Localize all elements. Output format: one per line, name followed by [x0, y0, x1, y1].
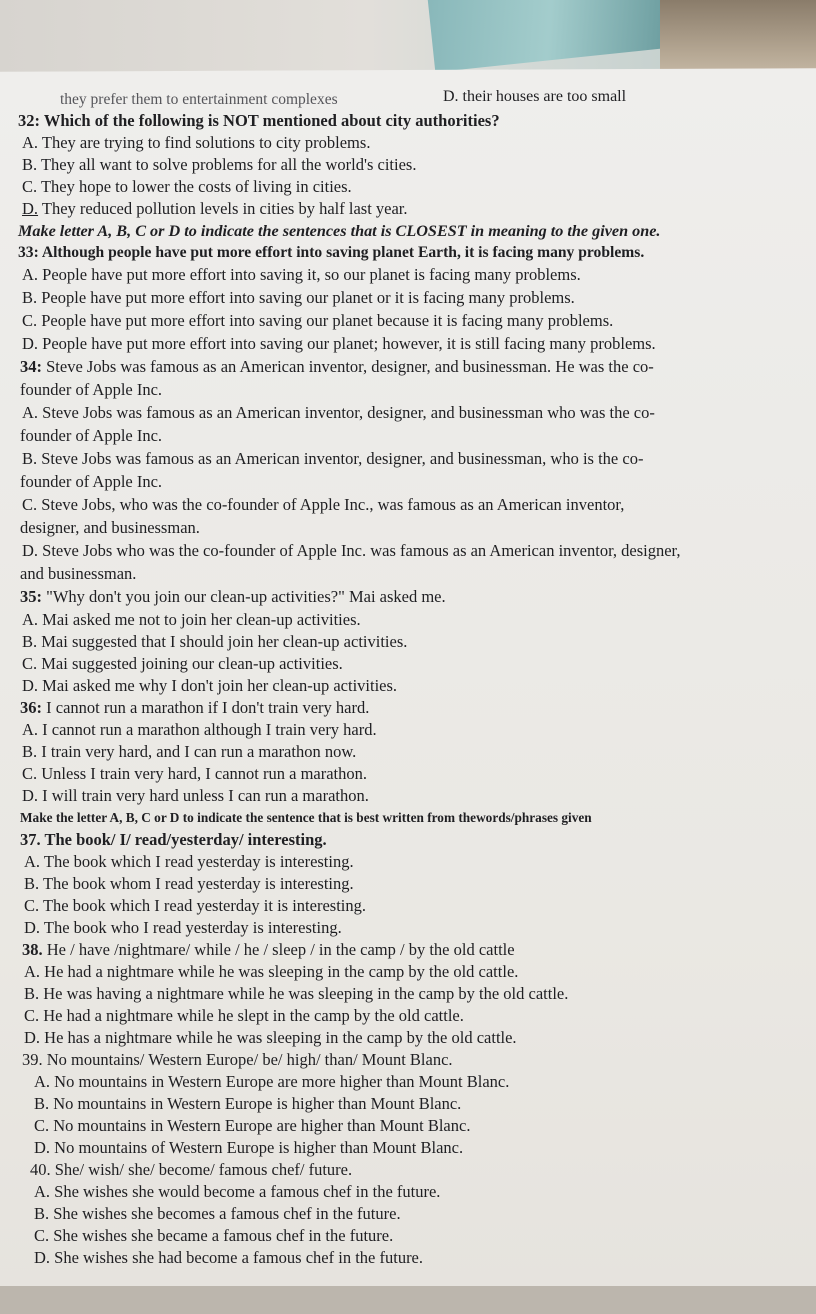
prev-option-c: they prefer them to entertainment complexes: [60, 91, 338, 108]
q37-option-c[interactable]: C. The book which I read yesterday it is interesting.: [24, 896, 366, 915]
question-34-cont: founder of Apple Inc.: [20, 380, 163, 399]
q33-option-b[interactable]: B. People have put more effort into saving our planet or it is facing many problems.: [22, 288, 575, 307]
q32-option-c[interactable]: C. They hope to lower the costs of living in cities.: [22, 177, 352, 196]
q34-option-a-cont[interactable]: founder of Apple Inc.: [20, 426, 163, 445]
question-33: 33: Although people have put more effort into saving planet Earth, it is facing many problems.: [18, 244, 645, 261]
question-36-text: I cannot run a marathon if I don't train very hard.: [42, 698, 370, 717]
q33-option-d[interactable]: D. People have put more effort into saving our planet; however, it is still facing many problems.: [22, 334, 656, 353]
q39-option-a[interactable]: A. No mountains in Western Europe are more higher than Mount Blanc.: [34, 1072, 510, 1091]
q32-option-d[interactable]: [22, 199, 408, 219]
q36-option-c[interactable]: C. Unless I train very hard, I cannot run a marathon.: [22, 764, 368, 783]
q34-option-c-cont[interactable]: designer, and businessman.: [20, 518, 200, 537]
q38-option-a[interactable]: A. He had a nightmare while he was sleeping in the camp by the old cattle.: [24, 962, 519, 981]
q35-option-c[interactable]: C. Mai suggested joining our clean-up activities.: [22, 654, 343, 673]
q40-option-b[interactable]: B. She wishes she becomes a famous chef in the future.: [34, 1204, 401, 1223]
question-39: 39. No mountains/ Western Europe/ be/ high/ than/ Mount Blanc.: [22, 1050, 453, 1069]
q36-option-b[interactable]: B. I train very hard, and I can run a marathon now.: [22, 742, 357, 761]
q34-option-b[interactable]: B. Steve Jobs was famous as an American inventor, designer, and businessman, who is the co-: [22, 449, 644, 468]
q39-option-c[interactable]: C. No mountains in Western Europe are higher than Mount Blanc.: [34, 1116, 471, 1135]
question-40: 40. She/ wish/ she/ become/ famous chef/ future.: [30, 1160, 353, 1179]
q33-option-c[interactable]: C. People have put more effort into saving our planet because it is facing many problems.: [22, 311, 614, 330]
q38-option-b[interactable]: B. He was having a nightmare while he was sleeping in the camp by the old cattle.: [24, 984, 569, 1003]
question-35: [20, 587, 446, 607]
q39-option-d[interactable]: D. No mountains of Western Europe is higher than Mount Blanc.: [34, 1138, 464, 1157]
q34-option-d-cont[interactable]: and businessman.: [20, 564, 137, 583]
q39-option-b[interactable]: B. No mountains in Western Europe is higher than Mount Blanc.: [34, 1094, 462, 1113]
q32-option-b[interactable]: B. They all want to solve problems for all the world's cities.: [22, 155, 417, 174]
q34-option-a[interactable]: A. Steve Jobs was famous as an American inventor, designer, and businessman who was the co-: [22, 403, 655, 422]
instruction-best-written: Make the letter A, B, C or D to indicate the sentence that is best written from thewords/phrases given: [20, 810, 592, 825]
q34-option-b-cont[interactable]: founder of Apple Inc.: [20, 472, 163, 491]
q35-option-d[interactable]: D. Mai asked me why I don't join her clean-up activities.: [22, 676, 398, 695]
question-37: 37. The book/ I/ read/yesterday/ interesting.: [20, 830, 327, 849]
q32-option-d-letter: D.: [22, 199, 39, 218]
q37-option-a[interactable]: A. The book which I read yesterday is interesting.: [24, 852, 354, 871]
question-35-number: 35:: [20, 587, 42, 606]
question-36-number: 36:: [20, 698, 42, 717]
q36-option-d[interactable]: D. I will train very hard unless I can run a marathon.: [22, 786, 369, 805]
q32-option-d-text: They reduced pollution levels in cities by half last year.: [38, 199, 408, 218]
q34-option-c[interactable]: C. Steve Jobs, who was the co-founder of Apple Inc., was famous as an American inventor,: [22, 495, 625, 514]
q37-option-d[interactable]: D. The book who I read yesterday is interesting.: [24, 918, 342, 937]
question-34: [20, 357, 654, 377]
q38-option-d[interactable]: D. He has a nightmare while he was sleeping in the camp by the old cattle.: [24, 1028, 517, 1047]
q32-option-a[interactable]: A. They are trying to find solutions to city problems.: [22, 133, 371, 152]
question-38: [22, 940, 515, 960]
q38-option-c[interactable]: C. He had a nightmare while he slept in the camp by the old cattle.: [24, 1006, 464, 1025]
instruction-closest-meaning: Make letter A, B, C or D to indicate the sentences that is CLOSEST in meaning to the given one.: [18, 222, 661, 240]
question-36: [20, 698, 369, 718]
q34-option-d[interactable]: D. Steve Jobs who was the co-founder of Apple Inc. was famous as an American inventor, designer,: [22, 541, 681, 560]
q37-option-b[interactable]: B. The book whom I read yesterday is interesting.: [24, 874, 354, 893]
question-35-text: "Why don't you join our clean-up activities?" Mai asked me.: [42, 587, 446, 606]
prev-option-d: D. their houses are too small: [443, 88, 627, 105]
question-38-text: He / have /nightmare/ while / he / sleep / in the camp / by the old cattle: [42, 940, 515, 959]
q35-option-a[interactable]: A. Mai asked me not to join her clean-up activities.: [22, 610, 361, 629]
q36-option-a[interactable]: A. I cannot run a marathon although I train very hard.: [22, 720, 377, 739]
q40-option-c[interactable]: C. She wishes she became a famous chef in the future.: [34, 1226, 394, 1245]
q40-option-a[interactable]: A. She wishes she would become a famous chef in the future.: [34, 1182, 441, 1201]
q33-option-a[interactable]: A. People have put more effort into saving it, so our planet is facing many problems.: [22, 265, 581, 284]
question-32: 32: Which of the following is NOT mentioned about city authorities?: [18, 111, 500, 130]
q40-option-d[interactable]: D. She wishes she had become a famous chef in the future.: [34, 1248, 424, 1267]
q35-option-b[interactable]: B. Mai suggested that I should join her clean-up activities.: [22, 632, 408, 651]
question-38-number: 38.: [22, 940, 43, 959]
question-34-number: 34:: [20, 357, 42, 376]
question-34-text: Steve Jobs was famous as an American inventor, designer, and businessman. He was the co-: [42, 357, 654, 376]
